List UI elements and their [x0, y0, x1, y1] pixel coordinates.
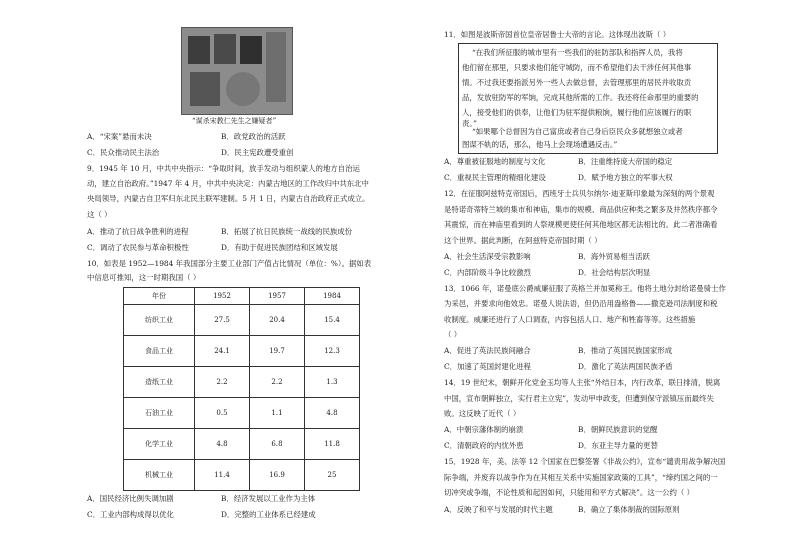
option-c[interactable]: C．民众推动民主法治 — [87, 148, 160, 157]
question-text: 10．如表是 1952—1984 年我国部分主要工业部门产值占比情况（单位：%）。据如表 — [87, 259, 372, 268]
table-cell: 机械工业 — [124, 460, 195, 491]
historical-photo — [181, 27, 293, 115]
quote-line: 品，发放驻防军的军饷，完成其他所需的工作。我还将任命那里的重要的 — [462, 93, 699, 102]
question-text: 收制度。威廉还进行了人口调查，内容包括人口、地产和牲畜等等。这些措施 — [444, 315, 696, 324]
option-d[interactable]: D．激化了英法两国民族矛盾 — [578, 362, 673, 371]
table-cell: 20.4 — [250, 305, 305, 336]
table-row — [124, 429, 360, 460]
table-row — [124, 305, 360, 336]
option-a[interactable]: A．促进了英法民族间融合 — [444, 346, 531, 355]
option-a[interactable]: A．推动了抗日战争胜利的进程 — [87, 227, 189, 236]
table-cell: 化学工业 — [124, 429, 195, 460]
question-text: 切冲突或争端，不论性质和起因如何，只能用和平方式解决”。这一公约（ ） — [444, 488, 695, 497]
question-text: （ ） — [444, 330, 462, 339]
portrait-figure — [190, 72, 220, 106]
table-cell: 16.9 — [250, 460, 305, 491]
newspaper-text-block — [266, 32, 286, 102]
option-d[interactable]: D．东亚主导力量的更替 — [578, 441, 658, 450]
option-d[interactable]: D．民主宪政遭受重创 — [221, 148, 294, 157]
table-cell: 25 — [305, 460, 360, 491]
question-11-stem: 11．如图是波斯帝国首位皇帝居鲁士大帝的言论。这体现出波斯（ ） — [444, 30, 671, 39]
table-cell: 12.3 — [305, 336, 360, 367]
portrait-figure — [240, 36, 262, 64]
option-d[interactable]: D．完整的工业体系已经建成 — [221, 510, 316, 519]
option-b[interactable]: B．确立了集体制裁的国际原则 — [578, 505, 680, 514]
option-b[interactable]: B．朝鲜民族意识的觉醒 — [578, 425, 658, 434]
table-cell: 2.2 — [250, 367, 305, 398]
question-text: 中信息可推知，这一时期我国（ ） — [87, 273, 201, 282]
seal-stamp — [226, 72, 260, 106]
option-d[interactable]: D．社会结构层次明显 — [578, 268, 651, 277]
photo-caption: “谋杀宋教仁先生之嫌疑者” — [192, 117, 277, 125]
table-row — [124, 398, 360, 429]
table-cell: 食品工业 — [124, 336, 195, 367]
question-text: 是特诺奇蒂特兰城的集市和神庙，集市的规模、商品供应种类之繁多及井然秩序都令 — [444, 205, 718, 214]
option-b[interactable]: B．拓展了抗日民族统一战线的民族成份 — [221, 227, 353, 236]
table-cell: 石油工业 — [124, 398, 195, 429]
option-a[interactable]: A．尊重被征服地的制度与文化 — [444, 157, 546, 166]
option-a[interactable]: A．反映了和平与发展的时代主题 — [444, 505, 553, 514]
table-row — [124, 460, 360, 491]
quote-line: “如果哪个总督因为自己富庶或者自己身后臣民众多就想独立或者 — [472, 127, 683, 136]
table-cell: 15.4 — [305, 305, 360, 336]
option-d[interactable]: D．有助于促进民族团结和区域发展 — [221, 243, 338, 252]
table-header: 1957 — [250, 288, 305, 305]
table-cell: 4.8 — [195, 429, 250, 460]
table-header: 年份 — [124, 288, 195, 305]
question-text: 其震惊，而在神庙里看到的人祭规模更使任何其他地区都无法相比的。此二者准确看 — [444, 220, 718, 229]
quote-line: 他们留在那里，只要求他们能守城防，而不希望他们去干涉任何其他事 — [462, 63, 692, 72]
option-a[interactable]: A．中朝宗藩体制的崩溃 — [444, 425, 524, 434]
option-b[interactable]: B．政党政治的活跃 — [221, 132, 286, 141]
quote-line: 责。” — [462, 119, 477, 128]
question-text: 际争端，并废弃以战争作为在其相互关系中实施国家政策的工具”，“缔约国之间的一 — [444, 473, 718, 482]
question-text: 13．1066 年，诺曼底公爵威廉征服了英格兰并加冕称王。他将土地分封给诺曼骑士作 — [444, 284, 726, 293]
question-text: 12．在征服阿兹特克帝国后，西班牙士兵贝尔纳尔·迪亚斯印象最为深刻的两个景观 — [444, 189, 715, 198]
table-cell: 24.1 — [195, 336, 250, 367]
option-c[interactable]: C．调动了农民参与革命积极性 — [87, 243, 189, 252]
question-text: 败。这反映了近代（ ） — [444, 409, 521, 418]
table-row — [124, 367, 360, 398]
option-a[interactable]: A．国民经济比例失调加剧 — [87, 494, 174, 503]
question-text: 14．19 世纪末，朝鲜开化党金玉均等人主张“外结日本，内行改革，联日排清，脱离 — [444, 378, 721, 387]
table-cell: 27.5 — [195, 305, 250, 336]
table-cell: 11.8 — [305, 429, 360, 460]
option-c[interactable]: C．清朝政府的内忧外患 — [444, 441, 524, 450]
question-text: 15．1928 年，美、法等 12 个国家在巴黎签署《非战公约》，宣布“谴责用战争解决国 — [444, 457, 726, 466]
option-a[interactable]: A．“宋案”悬而未决 — [87, 132, 152, 141]
portrait-figure — [188, 36, 210, 64]
option-c[interactable]: C．内部阶级斗争比较激烈 — [444, 268, 531, 277]
table-cell: 造纸工业 — [124, 367, 195, 398]
option-c[interactable]: C．加速了英国封建化进程 — [444, 362, 531, 371]
table-header-row — [124, 288, 360, 305]
option-b[interactable]: B．海外贸易相当活跃 — [578, 252, 650, 261]
table-cell: 4.8 — [305, 398, 360, 429]
option-a[interactable]: A．社会生活深受宗教影响 — [444, 252, 531, 261]
option-d[interactable]: D．赋予地方独立的军事大权 — [578, 173, 673, 182]
table-cell: 1.3 — [305, 367, 360, 398]
question-text: 9．1945 年 10 月，中共中央指示：“争取时间，放手发动与组织蒙人的地方自治运 — [87, 164, 360, 173]
quote-line: 情。不过我还要指派另外一些人去做总督，去管理那里的居民并收取贡 — [462, 78, 692, 87]
table-cell: 6.8 — [250, 429, 305, 460]
industry-share-table — [123, 287, 360, 491]
table-cell: 纺织工业 — [124, 305, 195, 336]
table-cell: 2.2 — [195, 367, 250, 398]
option-c[interactable]: C．工业内部构成得以优化 — [87, 510, 174, 519]
question-text: 为采邑，并要求向他效忠。诺曼人说法语，但仍沿用盎格鲁——撒克逊司法制度和税 — [444, 299, 718, 308]
option-b[interactable]: B．注重维持庞大帝国的稳定 — [578, 157, 673, 166]
table-header: 1952 — [195, 288, 250, 305]
portrait-figure — [214, 34, 236, 64]
table-cell: 1.1 — [250, 398, 305, 429]
question-text: 这（ ） — [87, 210, 112, 219]
quote-line: 人，接受他们的供奉，让他们为驻军提供粮饷，履行他们应该履行的职 — [462, 108, 692, 117]
table-cell: 0.5 — [195, 398, 250, 429]
option-b[interactable]: B．推动了英国民族国家形成 — [578, 346, 673, 355]
question-text: 中国，宣布朝鲜独立，实行君主立宪”，发动甲申政变，但遭到保守派镇压而最终失 — [444, 394, 714, 403]
table-row — [124, 336, 360, 367]
question-text: 央局领导，内蒙古自卫军归东北民主联军建制。5 月 1 日，内蒙古自治政府正式成立。 — [87, 194, 370, 203]
question-text: 动，建立自治政府。”1947 年 4 月，中共中央决定：内蒙古地区的工作改归中共东北中 — [87, 179, 369, 188]
option-b[interactable]: B．经济发展以工业作为主体 — [221, 494, 316, 503]
table-cell: 19.7 — [250, 336, 305, 367]
quote-line: “在我们所征服的城市里有一些我们的驻防部队和指挥人员，我将 — [472, 48, 683, 57]
table-header: 1984 — [305, 288, 360, 305]
table-cell: 11.4 — [195, 460, 250, 491]
option-c[interactable]: C．重视民主管理的精细化建设 — [444, 173, 546, 182]
question-text: 这个世界。据此判断，在阿兹特克帝国时期（ ） — [444, 236, 602, 245]
quote-line: 图谋不轨的话，那么，他马上会现场遭遇反击。” — [462, 140, 618, 149]
